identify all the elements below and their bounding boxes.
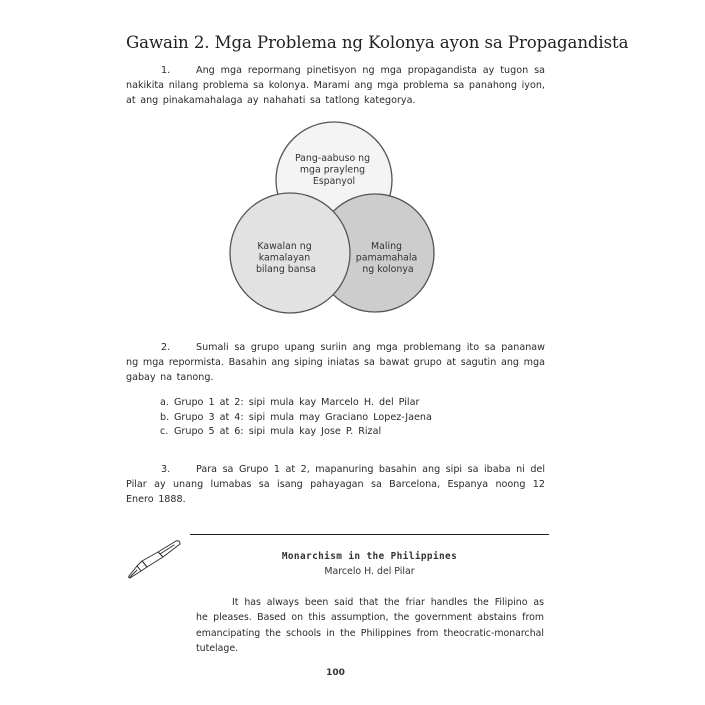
paragraph-2 [126,340,545,386]
venn-label-line: kamalayan [258,252,311,264]
group-list-item [160,396,432,411]
venn-label-line: Maling [371,241,402,252]
venn-label-line: Espanyol [312,176,356,187]
group-list-item [160,425,432,440]
page-title: Gawain 2. Mga Problema ng Kolonya ayon sa Propagandista [126,33,629,52]
fountain-pen-icon [124,538,184,582]
excerpt-title: Monarchism in the Philippines [281,551,458,562]
paragraph-1 [126,63,545,109]
paragraph-3 [126,462,545,508]
page-number: 100 [326,668,345,678]
venn-label-left [256,241,316,275]
venn-label-line: pamamahala [355,252,418,264]
venn-label-line: mga prayleng [299,164,366,176]
group-list [160,396,432,440]
list-text: Grupo 3 at 4: sipi mula may Graciano Lopez-Jaena [174,411,432,423]
list-text: Grupo 5 at 6: sipi mula kay Jose P. Rizal [174,426,382,438]
excerpt-body: It has always been said that the friar handles the Filipino as he pleases. Based on this assumption, the government abstains from emancipating the schools in the Philippines from theocratic-monarchal tutelage. [196,597,544,654]
paragraph-text: Ang mga repormang pinetisyon ng mga propagandista ay tugon sa nakikita nilang problema sa kolonya. Marami ang mga problema sa panahong iyon, at ang pinakamahalaga ay nahahati sa tatlong kategorya. [126,65,545,107]
paragraph-text: Para sa Grupo 1 at 2, mapanuring basahin ang sipi sa ibaba ni del Pilar ay unang lumabas sa isang pahayagan sa Barcelona, Espanya noong 12 Enero 1888. [126,464,545,506]
venn-label-line: Kawalan ng [257,241,312,252]
paragraph-number: 2. [161,342,171,353]
excerpt-divider [190,534,549,535]
list-text: Grupo 1 at 2: sipi mula kay Marcelo H. del Pilar [174,397,420,408]
venn-label-line: Pang-aabuso ng [294,153,371,164]
paragraph-text: Sumali sa grupo upang suriin ang mga problemang ito sa pananaw ng mga repormista. Basahin ang siping iniatas sa bawat grupo at sagutin ang mga gabay na tanong. [126,342,545,384]
group-list-item [160,411,432,426]
paragraph-number: 3. [161,464,171,475]
venn-label-line: ng kolonya [362,264,414,275]
excerpt-author: Marcelo H. del Pilar [324,566,415,577]
paragraph-number: 1. [161,65,171,76]
venn-label-line: bilang bansa [255,264,317,275]
venn-diagram [220,115,450,320]
list-letter: a. [160,397,169,408]
list-letter: c. [160,426,169,438]
list-letter: b. [160,411,170,423]
